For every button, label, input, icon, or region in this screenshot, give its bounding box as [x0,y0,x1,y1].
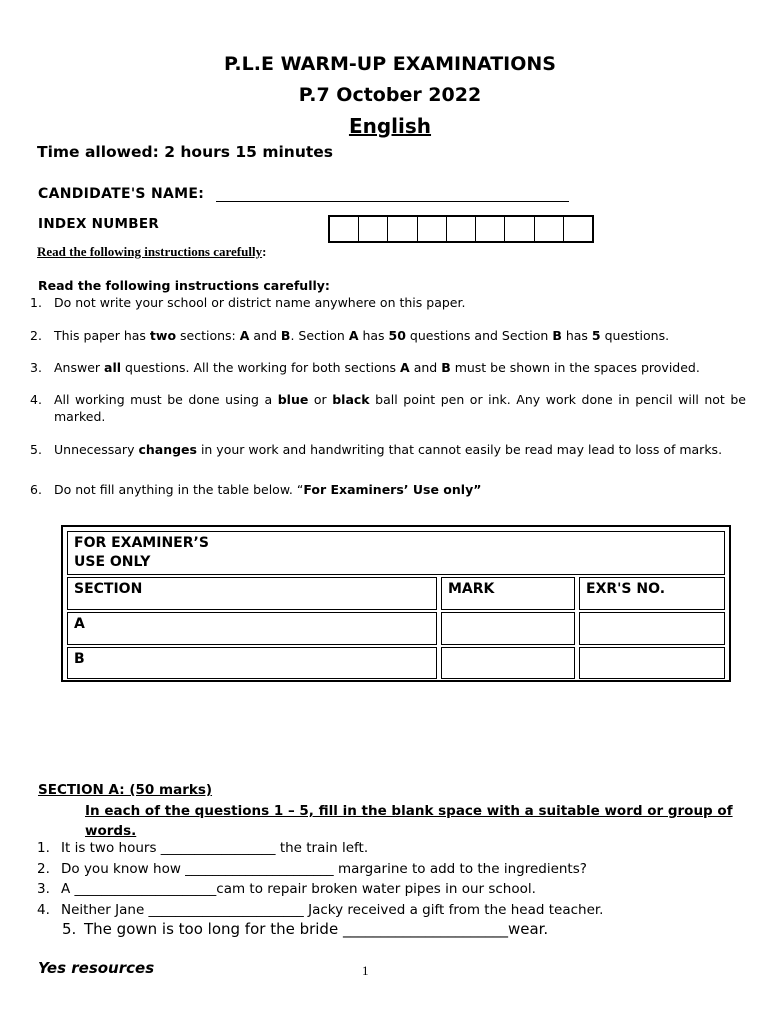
instruction-text [54,294,746,311]
question-1 [37,840,368,856]
question-number: 3. [37,881,50,897]
question-4 [37,902,603,918]
index-digit-box[interactable] [476,217,505,241]
index-digit-box[interactable] [447,217,476,241]
instruction-fragment: sections: [176,328,240,343]
instruction-text [54,359,746,376]
question-text: The gown is too long for the bride ______________________wear. [84,920,549,938]
row-a-mark [441,612,575,645]
instruction-emphasis: A [348,328,359,343]
instruction-fragment: Do not write your school or district name anywhere on this paper. [54,295,466,310]
instruction-emphasis: A [400,360,410,375]
exam-title: P.L.E WARM-UP EXAMINATIONS [224,53,556,75]
section-a-heading: SECTION A: (50 marks) [38,782,213,798]
instruction-emphasis: A [239,328,250,343]
index-digit-box[interactable] [564,217,592,241]
instruction-item [30,327,746,344]
question-text: Do you know how ______________________ margarine to add to the ingredients? [61,861,587,877]
footer-publisher: Yes resources [38,959,155,977]
header-exr-no: EXR'S NO. [579,577,725,610]
index-number-boxes[interactable] [328,215,594,243]
section-a-instruction: In each of the questions 1 – 5, fill in the blank space with a suitable word or group of words. [85,803,733,839]
instruction-fragment: Unnecessary [54,442,139,457]
instructions-heading: Read the following instructions carefully: [38,278,330,293]
instruction-number: 6. [30,482,42,497]
instruction-emphasis: changes [138,442,197,457]
examiner-caption-line1: FOR EXAMINER’S [74,535,209,551]
instruction-fragment: in your work and handwriting that cannot easily be read may lead to loss of marks. [196,442,723,457]
instruction-fragment: and [249,328,281,343]
instruction-emphasis: two [149,328,177,343]
instruction-fragment: questions. [600,328,670,343]
instruction-emphasis: all [104,360,122,375]
instruction-text [54,441,746,458]
question-number: 2. [37,861,50,877]
index-digit-box[interactable] [359,217,388,241]
instruction-fragment: . Section [290,328,349,343]
instruction-emphasis: For Examiners’ Use only” [303,482,482,497]
instruction-emphasis: blue [277,392,309,407]
index-digit-box[interactable] [388,217,417,241]
examiner-caption-line2: USE ONLY [74,554,151,570]
row-section-b: B [67,647,437,679]
question-text: It is two hours _________________ the train left. [61,840,369,856]
row-b-mark [441,647,575,679]
question-text: A _____________________cam to repair broken water pipes in our school. [61,881,536,897]
candidate-name-label: CANDIDATE'S NAME: [38,186,205,202]
row-a-exr-no [579,612,725,645]
instruction-fragment: ball point pen or ink. Any work done in pencil will not be marked. [54,392,746,424]
instruction-fragment: Do not fill anything in the table below. “ [54,482,304,497]
instruction-number: 1. [30,295,42,310]
instruction-emphasis: 5 [591,328,601,343]
instruction-item [30,359,746,376]
exam-class-date: P.7 October 2022 [298,84,482,106]
instruction-emphasis: 50 [388,328,406,343]
instruction-text [54,391,746,425]
instruction-text [54,481,746,498]
instruction-item [30,481,746,498]
instruction-fragment: questions. All the working for both sections [121,360,401,375]
index-digit-box[interactable] [330,217,359,241]
question-2 [37,861,587,877]
header-section: SECTION [67,577,437,610]
question-3 [37,881,536,897]
index-digit-box[interactable] [505,217,534,241]
instruction-number: 2. [30,328,42,343]
exam-subject: English [348,114,432,138]
instruction-fragment: and [409,360,442,375]
header-mark: MARK [441,577,575,610]
instruction-fragment: questions and Section [405,328,553,343]
instruction-item [30,391,746,425]
question-5 [62,920,548,938]
instruction-fragment: or [308,392,333,407]
instruction-fragment: must be shown in the spaces provided. [450,360,700,375]
instruction-item [30,441,746,458]
instruction-text [54,327,746,344]
instruction-emphasis: B [552,328,562,343]
instruction-item [30,294,746,311]
question-number: 5. [62,920,77,938]
index-digit-box[interactable] [418,217,447,241]
instructions-heading-serif: Read the following instructions carefully: [37,244,267,259]
time-allowed: Time allowed: 2 hours 15 minutes [37,143,334,161]
instruction-emphasis: B [441,360,451,375]
instruction-fragment: Answer [54,360,105,375]
row-section-a: A [67,612,437,645]
row-b-exr-no [579,647,725,679]
instruction-fragment: All working must be done using a [54,392,278,407]
examiner-table-caption [67,531,725,575]
instruction-number: 4. [30,392,42,407]
instruction-fragment: has [358,328,389,343]
instruction-fragment: has [561,328,592,343]
candidate-name-field[interactable] [216,201,569,202]
page-number: 1 [362,963,369,978]
index-digit-box[interactable] [535,217,564,241]
question-number: 1. [37,840,50,856]
index-number-label: INDEX NUMBER [38,216,160,232]
examiner-table [61,525,731,682]
instruction-emphasis: black [332,392,370,407]
question-text: Neither Jane _______________________ Jacky received a gift from the head teacher. [61,902,604,918]
instruction-number: 5. [30,442,42,457]
question-number: 4. [37,902,50,918]
instruction-number: 3. [30,360,42,375]
instruction-emphasis: B [280,328,291,343]
instruction-fragment: This paper has [54,328,150,343]
